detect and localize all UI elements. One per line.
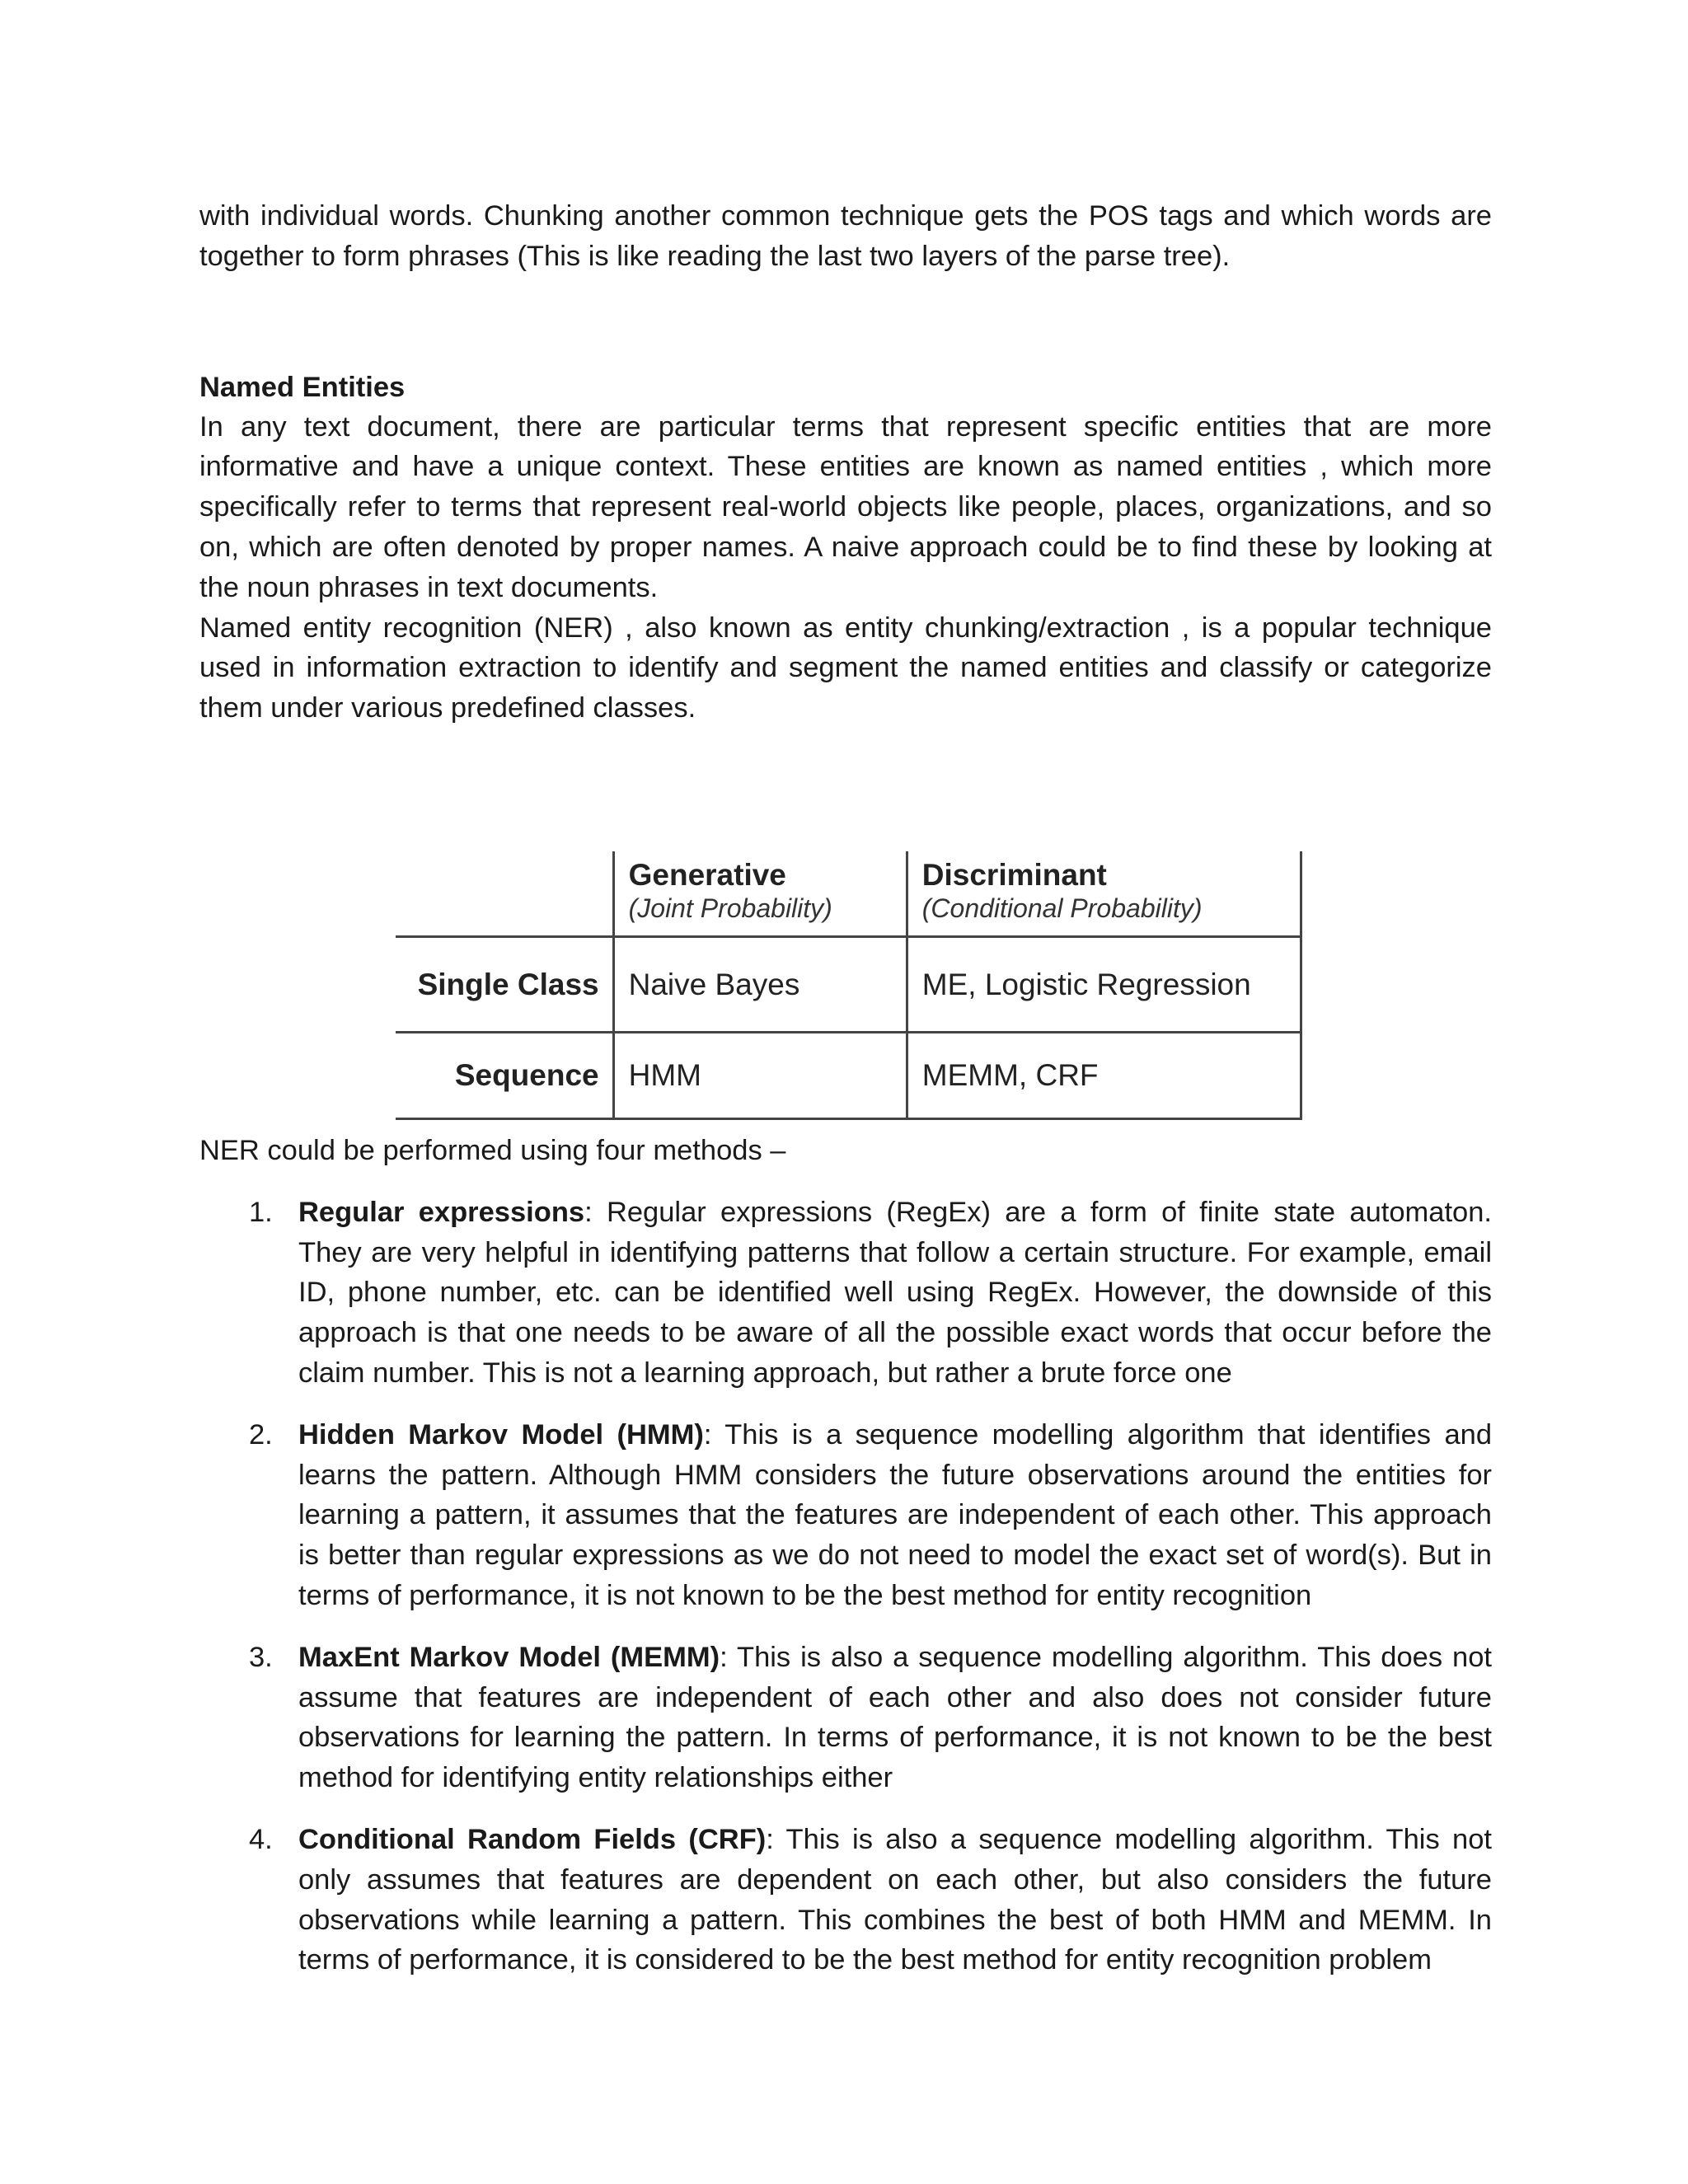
table-row [396, 1033, 1301, 1119]
column-header-generative [613, 851, 907, 937]
intro-paragraph: with individual words. Chunking another common technique gets the POS tags and which words are together to form phrases (This is like reading the last two layers of the parse tree). [199, 200, 1492, 272]
table-row [396, 937, 1301, 1033]
method-description: : This is a sequence modelling algorithm that identifies and learns the pattern. Although HMM considers the future observations around the entities for learning a pattern, it assumes that the features are independent of each other. This approach is better than regular expressions as we do not need to model the exact set of word(s). But in terms of performance, it is not known to be the best method for entity recognition [298, 1418, 1493, 1611]
column-header-discriminant [907, 851, 1301, 937]
column-header-title: Generative [628, 858, 786, 892]
column-header-title: Discriminant [921, 858, 1107, 892]
table-header-row [396, 851, 1301, 937]
column-header-subtitle: (Joint Probability) [628, 893, 832, 923]
list-number: 1. [249, 1196, 273, 1228]
list-item [199, 1638, 1492, 1798]
methods-section [199, 1131, 1492, 2002]
method-description: : This is also a sequence modelling algorithm. This does not assume that features are independent of each other and also does not consider future observations for learning the pattern. In terms of performance, it is not known to be the best method for identifying entity relationships either [298, 1641, 1492, 1794]
method-term: MaxEnt Markov Model (MEMM) [298, 1641, 720, 1673]
ner-definition-paragraph: Named entity recognition (NER) , also known as entity chunking/extraction , is a popular technique used in information extraction to identify and segment the named entities and classify or categorize them under various predefined classes. [199, 612, 1492, 724]
list-item [199, 1193, 1492, 1394]
list-item [199, 1820, 1492, 1980]
model-comparison-table [396, 851, 1302, 1120]
table-corner-cell [396, 851, 613, 937]
list-item [199, 1415, 1492, 1616]
list-number: 4. [249, 1823, 273, 1855]
row-label-sequence: Sequence [396, 1033, 613, 1119]
table-cell: HMM [613, 1033, 907, 1119]
named-entities-paragraph: In any text document, there are particular terms that represent specific entities that are more informative and have a unique context. These entities are known as named entities , which more specifically refer to terms that represent real-world objects like people, places, organizations, and so on, which are often denoted by proper names. A naive approach could be to find these by looking at the noun phrases in text documents. [199, 410, 1492, 603]
table-cell: ME, Logistic Regression [907, 937, 1301, 1033]
list-number: 2. [249, 1418, 273, 1451]
method-term: Hidden Markov Model (HMM) [298, 1418, 704, 1451]
method-term: Regular expressions [298, 1196, 585, 1228]
method-description: : Regular expressions (RegEx) are a form of finite state automaton. They are very helpful in identifying patterns that follow a certain structure. For example, email ID, phone number, etc. can be identified well using RegEx. However, the downside of this approach is that one needs to be aware of all the possible exact words that occur before the claim number. This is not a learning approach, but rather a brute force one [298, 1196, 1493, 1389]
method-description: : This is also a sequence modelling algorithm. This not only assumes that features are dependent on each other, but also considers the future observations while learning a pattern. This combines the best of both HMM and MEMM. In terms of performance, it is considered to be the best method for entity recognition problem [298, 1823, 1492, 1976]
methods-intro: NER could be performed using four methods – [199, 1135, 786, 1166]
list-number: 3. [249, 1641, 273, 1673]
column-header-subtitle: (Conditional Probability) [921, 893, 1203, 923]
table-cell: MEMM, CRF [907, 1033, 1301, 1119]
section-heading: Named Entities [199, 371, 406, 403]
table-cell: Naive Bayes [613, 937, 907, 1033]
document-body [199, 196, 1492, 729]
methods-list [199, 1193, 1492, 1980]
row-label-single-class: Single Class [396, 937, 613, 1033]
method-term: Conditional Random Fields (CRF) [298, 1823, 767, 1855]
